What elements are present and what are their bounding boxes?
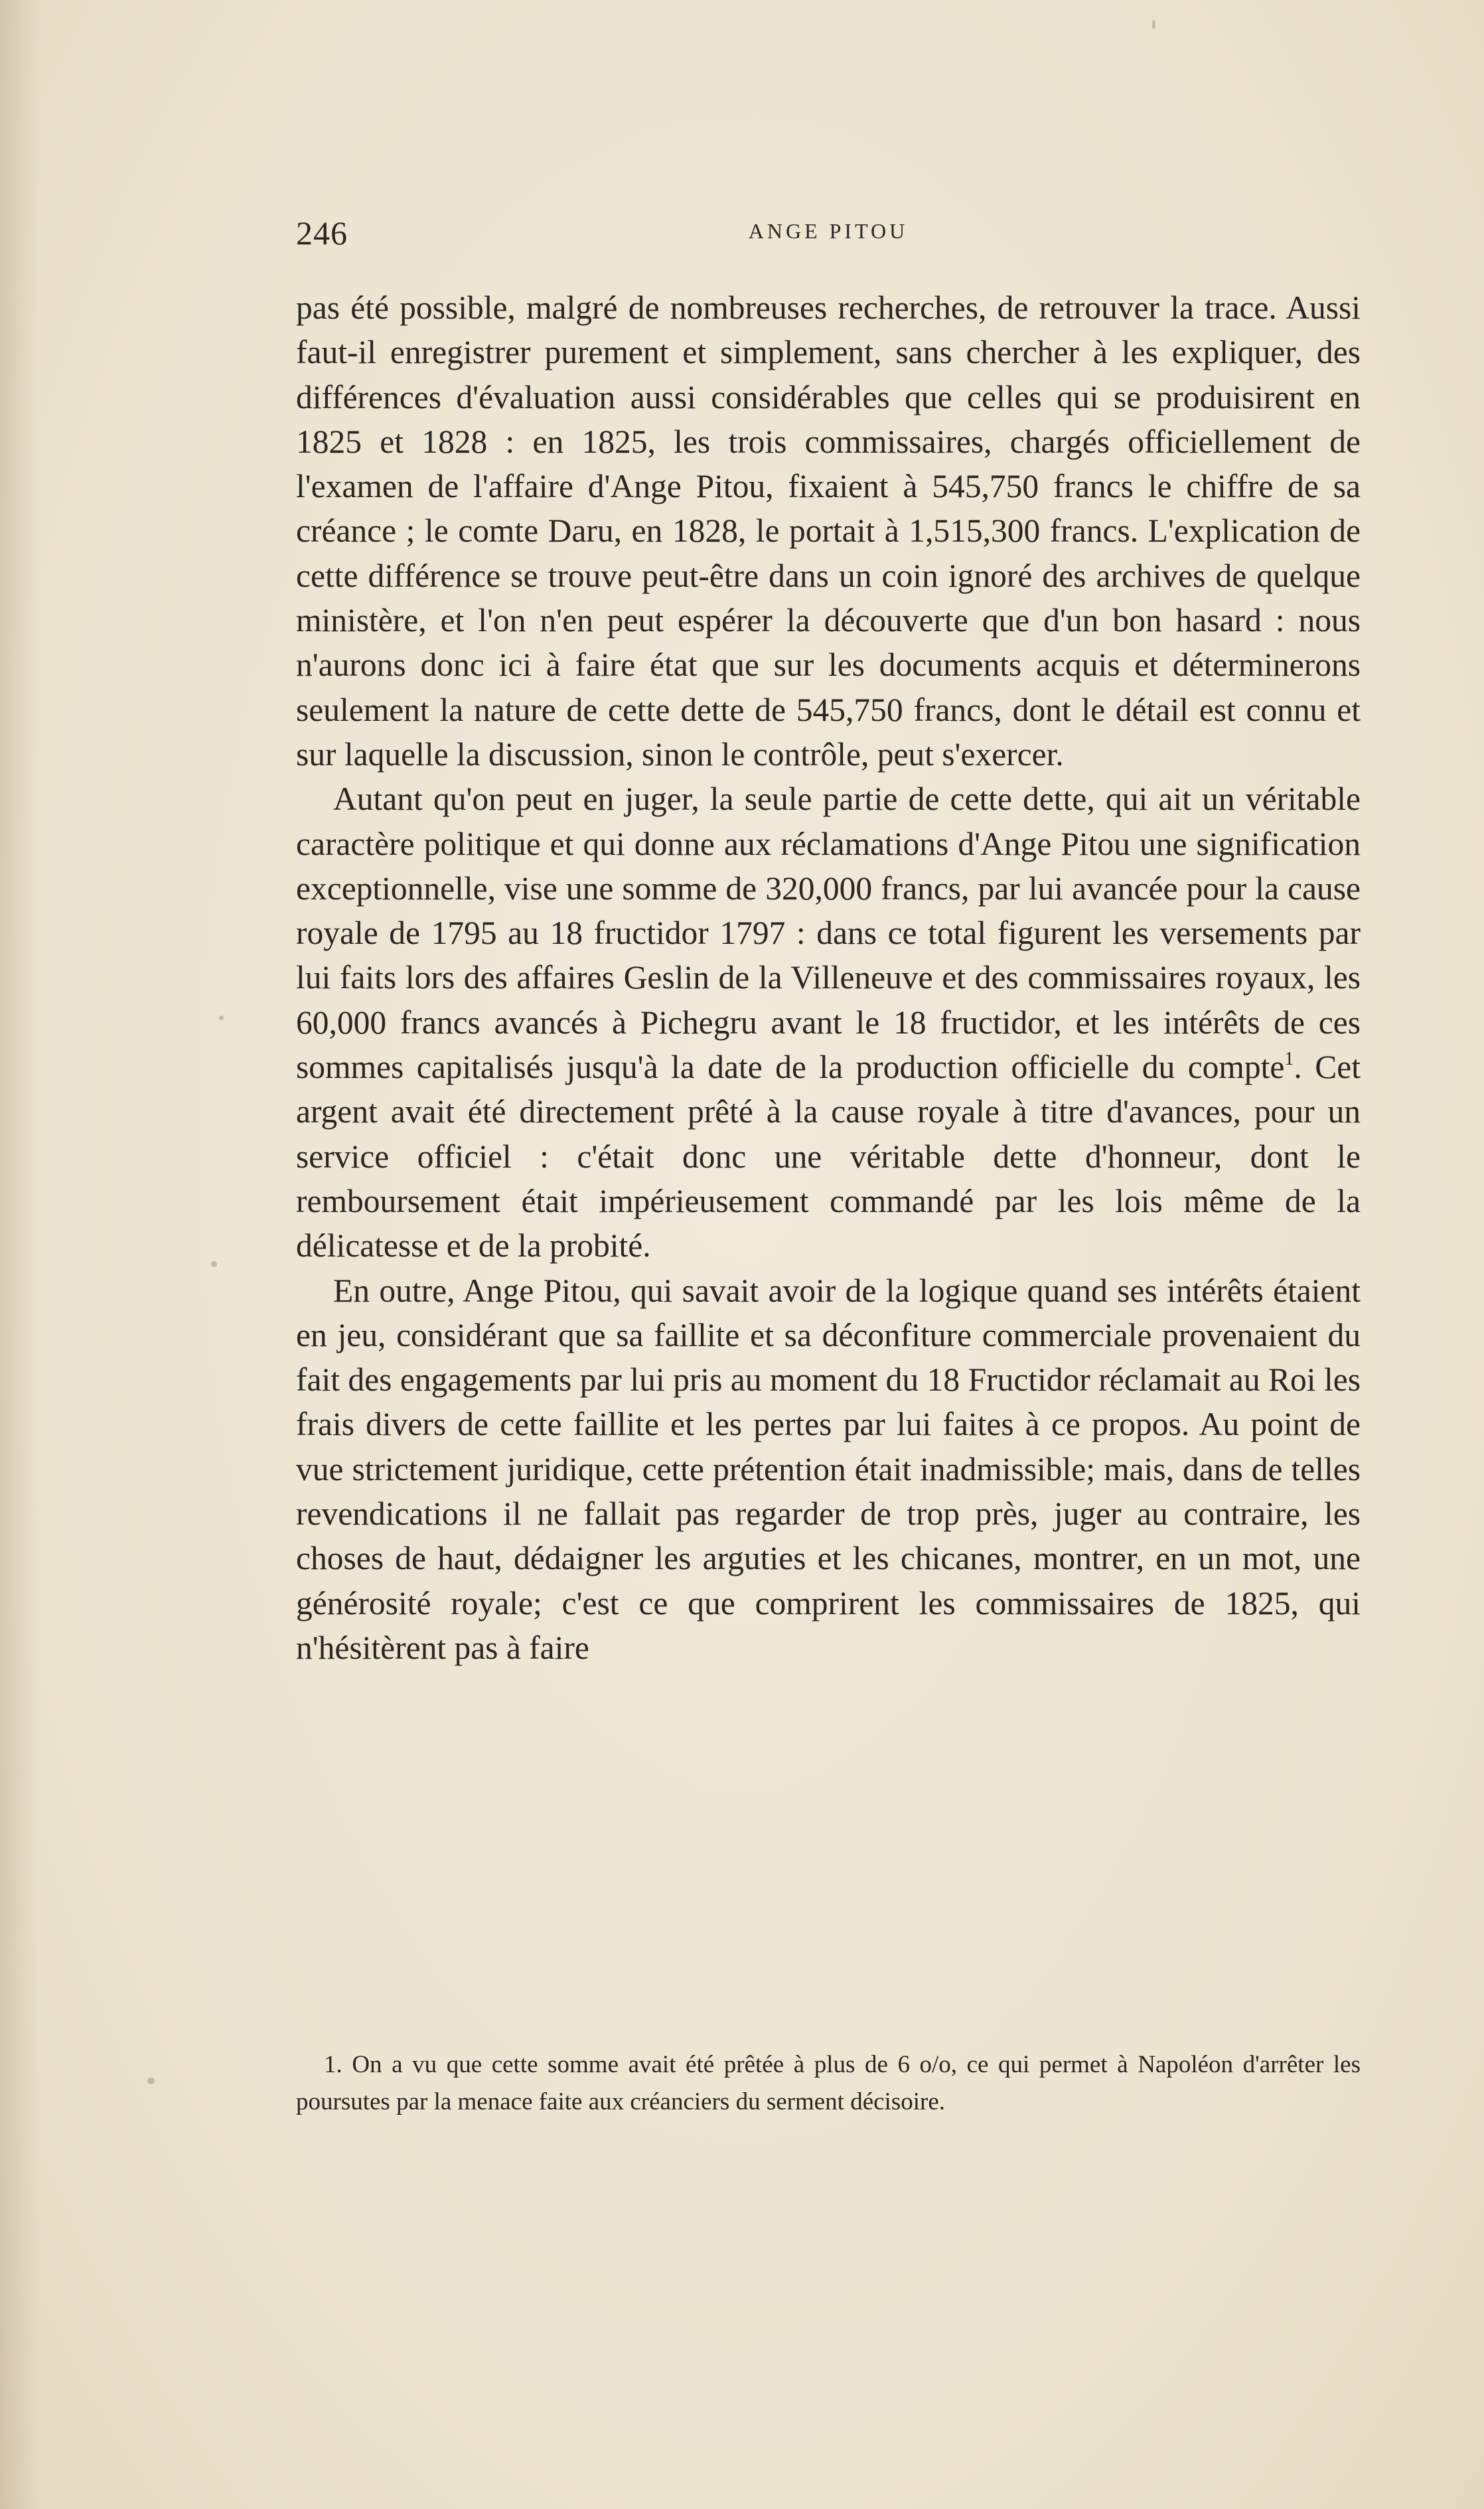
body-text bbox=[296, 285, 1361, 1670]
paper-speck bbox=[1152, 20, 1155, 29]
footnote-marker: 1 bbox=[1284, 1049, 1294, 1070]
paragraph-2 bbox=[296, 777, 1361, 1268]
running-title: ANGE PITOU bbox=[748, 219, 909, 243]
footnote bbox=[296, 2046, 1361, 2121]
spine-shadow bbox=[0, 0, 40, 2509]
paragraph-3: En outre, Ange Pitou, qui savait avoir de la logique quand ses intérêts étaient en jeu, considérant que sa faillite et sa déconfiture commerciale provenaient du fait des engagements par lui pris au moment du 18 Fructidor réclamait au Roi les frais divers de cette faillite et les pertes par lui faites à ce propos. Au point de vue strictement juridique, cette prétention était inadmissible; mais, dans de telles revendications il ne fallait pas regarder de trop près, juger au contraire, les choses de haut, dédaigner les arguties et les chicanes, montrer, en un mot, une générosité royale; c'est ce que comprirent les commissaires de 1825, qui n'hésitèrent pas à faire bbox=[296, 1272, 1361, 1666]
page-header bbox=[296, 214, 1361, 254]
paragraph-1: pas été possible, malgré de nombreuses recherches, de retrouver la trace. Aussi faut-il enregistrer purement et simplement, sans chercher à les expliquer, des différences d'évaluation aussi considérables que celles qui se produisirent en 1825 et 1828 : en 1825, les trois commissaires, chargés officiellement de l'examen de l'affaire d'Ange Pitou, fixaient à 545,750 francs le chiffre de sa créance ; le comte Daru, en 1828, le portait à 1,515,300 francs. L'explication de cette différence se trouve peut-être dans un coin ignoré des archives de quelque ministère, et l'on n'en peut espérer la découverte que d'un bon hasard : nous n'aurons donc ici à faire état que sur les documents acquis et déterminerons seulement la nature de cette dette de 545,750 francs, dont le détail est connu et sur laquelle la discussion, sinon le contrôle, peut s'exercer. bbox=[296, 289, 1361, 773]
paragraph-2-text-b: . Cet argent avait été directement prêté à la cause royale à titre d'avances, pour un service officiel : c'était donc une véritable dette d'honneur, dont le remboursement était impérieusement commandé par les lois même de la délicatesse et de la probité. bbox=[296, 1049, 1361, 1264]
page-number: 246 bbox=[296, 214, 348, 252]
paragraph-2-text-a: Autant qu'on peut en juger, la seule partie de cette dette, qui ait un véritable caractère politique et qui donne aux réclamations d'Ange Pitou une signification exceptionnelle, vise une somme de 320,000 francs, par lui avancée pour la cause royale de 1795 au 18 fructidor 1797 : dans ce total figurent les versements par lui faits lors des affaires Geslin de la Villeneuve et des commissaires royaux, les 60,000 francs avancés à Pichegru avant le 18 fructidor, et les intérêts de ces sommes capitalisés jusqu'à la date de la production officielle du compte bbox=[296, 781, 1361, 1086]
paper-speck bbox=[219, 1016, 224, 1020]
paper-speck bbox=[211, 1261, 217, 1267]
footnote-text: 1. On a vu que cette somme avait été prêtée à plus de 6 o/o, ce qui permet à Napoléon d'arrêter les poursutes par la menace faite aux créanciers du serment décisoire. bbox=[296, 2051, 1361, 2115]
paper-speck bbox=[147, 2078, 155, 2084]
